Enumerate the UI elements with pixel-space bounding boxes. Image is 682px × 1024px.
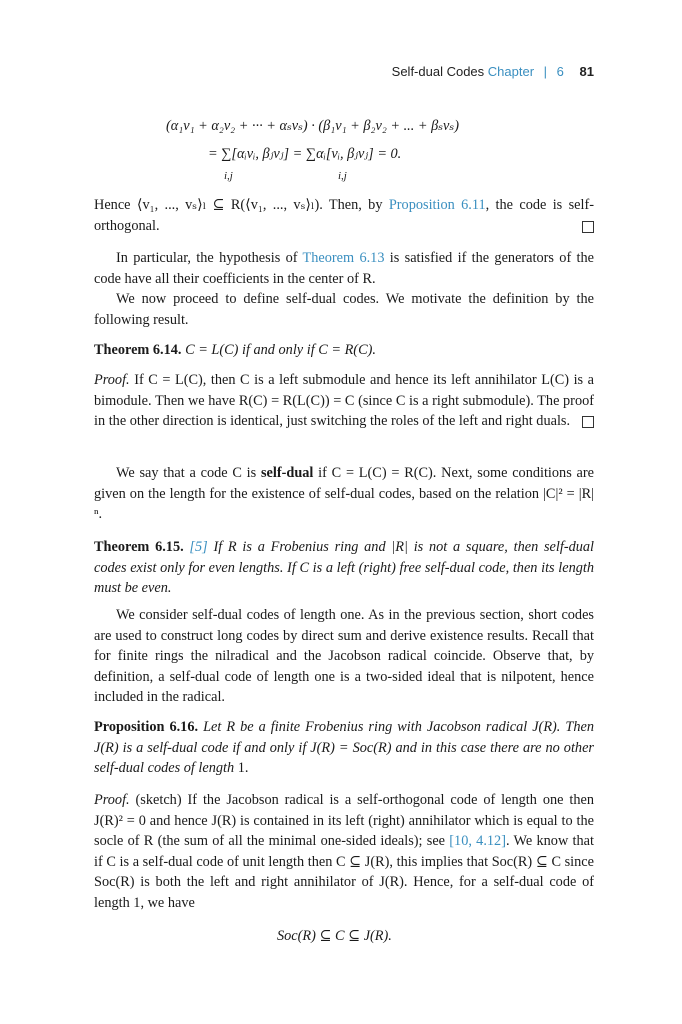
sum-index-2: i,j (338, 170, 347, 182)
page (94, 0, 594, 1024)
paragraph-self-dual-definition (94, 463, 594, 525)
citation-5[interactable]: [5] (189, 539, 208, 555)
p1-before: Hence ⟨v₁, ..., vₛ⟩ₗ ⊆ R(⟨v₁, ..., vₛ⟩ₗ). Then, by (94, 197, 389, 213)
page-number: 81 (579, 64, 594, 79)
proposition-6-16-statement: Let R be a finite Frobenius ring with Jacobson radical J(R). Then J(R) is a self-dual code if and only if J(R) = Soc(R) and in this case there are no other self-dual codes of length (94, 719, 594, 776)
equation-soc-inclusion: Soc(R) ⊆ C ⊆ J(R). (277, 928, 392, 944)
proof-6-16-after: . We know that if C is a self-dual code of unit length then C ⊆ J(R), this implies that Soc(R) ⊆ C since Soc(R) is both the left and right annihilator of J(R). Hence, for a self-dual code of length 1, we have (94, 833, 594, 911)
sum-index-1: i,j (224, 170, 233, 182)
equation-line-1: (α₁v₁ + α₂v₂ + ··· + αₛvₛ) · (β₁v₁ + β₂v₂ + ... + βₛvₛ) (166, 118, 459, 134)
proposition-6-16 (94, 717, 594, 779)
link-citation-10[interactable]: [10, 4.12] (449, 833, 506, 849)
link-proposition-6-11[interactable]: Proposition 6.11 (388, 197, 486, 213)
proof-6-14-text: If C = L(C), then C is a left submodule and hence its left annihilator L(C) is a bimodule. Then we have R(C) = R(L(C)) = C (since C is a right submodule). The proof in the other direction is identical, just switching the roles of the left and right duals. (94, 372, 595, 429)
term-self-dual: self-dual (260, 465, 314, 481)
qed-box (582, 416, 594, 428)
p2-after: is satisfied if the generators of the code have all their coefficients in the center of R. (94, 250, 594, 287)
p1-after: , the code is self-orthogonal. (94, 197, 595, 234)
proof-6-14 (94, 370, 594, 432)
proposition-6-16-tail: 1. (237, 760, 249, 776)
header-separator: | (543, 64, 548, 79)
proof-6-16-before: (sketch) If the Jacobson radical is a self-orthogonal code of length one then J(R)² = 0 and hence J(R) is contained in its left (right) annihilator which is equal to the socle of R (the sum of all the minimal one-sided ideals); see (94, 792, 594, 849)
paragraph-hence (94, 195, 594, 236)
theorem-6-15 (94, 537, 594, 599)
qed-box (582, 221, 594, 233)
header-title: Self-dual Codes (391, 64, 485, 79)
paragraph-in-particular (94, 248, 594, 289)
header-chapter-number: 6 (556, 64, 564, 79)
paragraph-length-one: We consider self-dual codes of length one. As in the previous section, short codes are used to construct long codes by direct sum and derive existence results. Recall that for finite rings the nilradical and the Jacobson radical coincide. Observe that, by definition, a self-dual code of length one is a two-sided ideal that is nilpotent, hence included in the radical. (94, 607, 594, 705)
header-chapter-label: Chapter (487, 64, 535, 79)
proof-6-16 (94, 790, 594, 913)
p4-before: We say that a code C is (116, 465, 261, 481)
link-theorem-6-13[interactable]: Theorem 6.13 (302, 250, 385, 266)
proof-label: Proof. (94, 372, 130, 388)
proposition-6-16-label: Proposition 6.16. (94, 719, 199, 735)
theorem-6-14-label: Theorem 6.14. (94, 342, 182, 358)
proof-label: Proof. (94, 792, 130, 808)
paragraph-we-now-proceed: We now proceed to define self-dual codes. We motivate the definition by the following result. (94, 291, 594, 328)
running-header (392, 64, 594, 79)
theorem-6-14-statement: C = L(C) if and only if C = R(C). (185, 342, 376, 358)
p4-after: if C = L(C) = R(C). Next, some conditions are given on the length for the existence of self-dual codes, based on the relation |C|² = |R|ⁿ. (94, 465, 594, 522)
theorem-6-15-label: Theorem 6.15. (94, 539, 184, 555)
equation-line-2: = ∑[αᵢvᵢ, βⱼvⱼ] = ∑αᵢ[vᵢ, βⱼvⱼ] = 0. (208, 146, 402, 162)
theorem-6-14 (94, 340, 594, 361)
theorem-6-15-statement: If R is a Frobenius ring and |R| is not a square, then self-dual codes exist only for even lengths. If C is a left (right) free self-dual code, then its length must be even. (94, 539, 594, 596)
p2-before: In particular, the hypothesis of (116, 250, 303, 266)
